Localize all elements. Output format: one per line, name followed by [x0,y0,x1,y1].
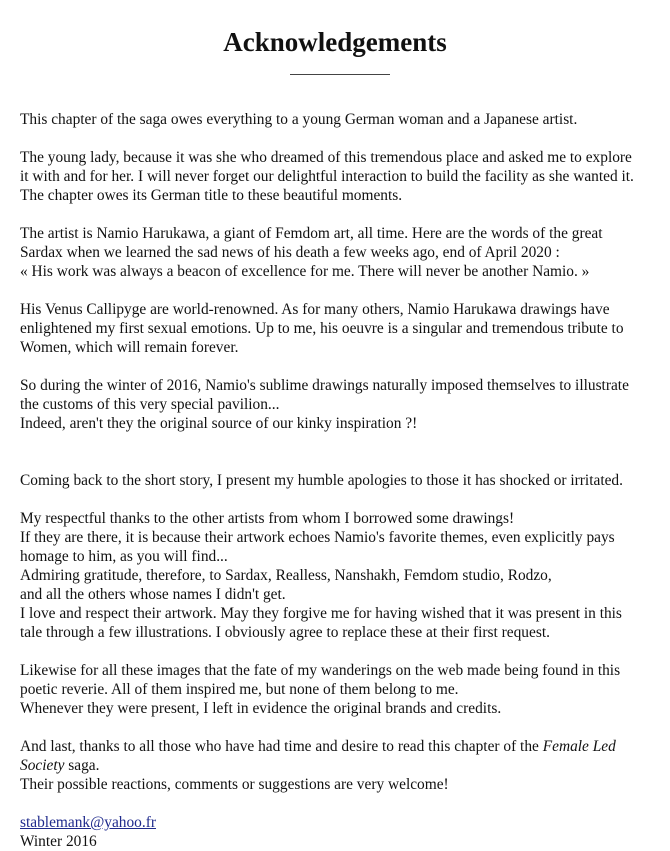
paragraph-artist [20,224,662,281]
document-body [20,110,662,851]
email-link-line [20,813,662,832]
text-line: I love and respect their artwork. May they forgive me for having wished that it was present in this [20,605,622,622]
text-line: homage to him, as you will find... [20,548,228,565]
text-line: « His work was always a beacon of excellence for me. There will never be another Namio. » [20,263,590,280]
text-line: The chapter owes its German title to these beautiful moments. [20,187,403,204]
paragraph-intro [20,110,662,129]
text-line: Likewise for all these images that the fate of my wanderings on the web made being found in this [20,662,621,679]
signature-date: Winter 2016 [20,833,97,850]
text-line: Indeed, aren't they the original source of our kinky inspiration ?! [20,415,418,432]
text-line: enlightened my first sexual emotions. Up to me, his oeuvre is a singular and tremendous tribute to [20,320,624,337]
text-line: This chapter of the saga owes everything to a young German woman and a Japanese artist. [20,111,578,128]
paragraph-thanks-artists [20,509,662,642]
text-line: So during the winter of 2016, Namio's sublime drawings naturally imposed themselves to illustrate [20,377,629,394]
signature-block [20,813,662,851]
text-segment: saga. [64,757,100,774]
text-line: My respectful thanks to the other artists from whom I borrowed some drawings! [20,510,515,527]
text-segment: And last, thanks to all those who have had time and desire to read this chapter of the [20,738,543,755]
paragraph-images [20,661,662,718]
text-line: If they are there, it is because their artwork echoes Namio's favorite themes, even explicitly pays [20,529,615,546]
page-title: Acknowledgements [223,27,447,57]
saga-title-italic: Society [20,757,65,774]
email-link[interactable]: stablemank@yahoo.fr [20,814,156,831]
text-line: Coming back to the short story, I present my humble apologies to those it has shocked or irritated. [20,472,623,489]
text-line: The artist is Namio Harukawa, a giant of Femdom art, all time. Here are the words of the great [20,225,603,242]
text-line: Admiring gratitude, therefore, to Sardax, Realless, Nanshakh, Femdom studio, Rodzo, [20,567,552,584]
paragraph-winter [20,376,662,433]
text-line: Women, which will remain forever. [20,339,239,356]
text-line: and all the others whose names I didn't get. [20,586,286,603]
text-line: it with and for her. I will never forget our delightful interaction to build the facility as she wanted it. [20,168,634,185]
text-line [20,737,662,756]
paragraph-apologies [20,471,662,490]
text-line: The young lady, because it was she who dreamed of this tremendous place and asked me to explore [20,149,632,166]
text-line: Whenever they were present, I left in evidence the original brands and credits. [20,700,502,717]
saga-title-italic: Female Led [542,738,616,755]
text-line: Their possible reactions, comments or suggestions are very welcome! [20,776,449,793]
text-line: the customs of this very special pavilion... [20,396,280,413]
paragraph-venus [20,300,662,357]
text-line: tale through a few illustrations. I obviously agree to replace these at their first request. [20,624,550,641]
paragraph-readers [20,737,662,794]
paragraph-young-lady [20,148,662,205]
title-divider [290,74,390,75]
text-line: Sardax when we learned the sad news of his death a few weeks ago, end of April 2020 : [20,244,560,261]
text-line [20,756,662,775]
text-line: poetic reverie. All of them inspired me, but none of them belong to me. [20,681,459,698]
text-line: His Venus Callipyge are world-renowned. As for many others, Namio Harukawa drawings have [20,301,610,318]
